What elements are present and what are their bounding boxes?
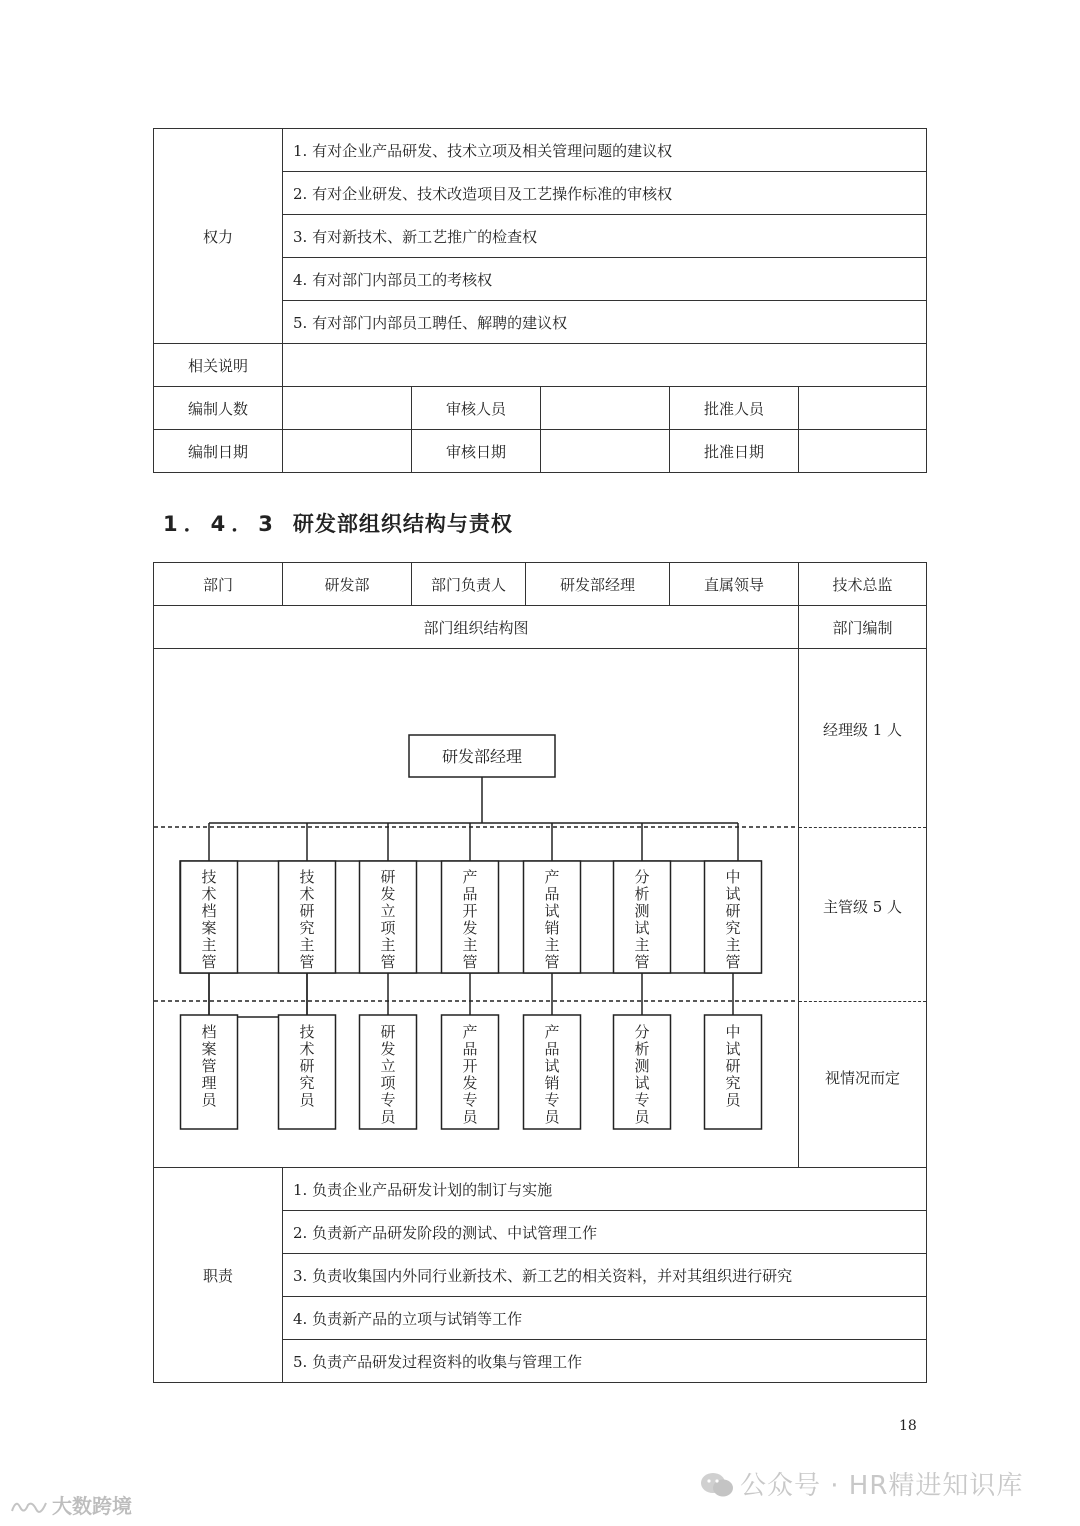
section-title: 研发部组织结构与责权	[292, 512, 513, 536]
staff-label-3: 研发立项专员	[380, 1023, 396, 1126]
watermark-secondary	[10, 1490, 132, 1519]
watermark	[700, 1465, 1023, 1502]
reviewer-value	[541, 387, 670, 430]
chart-title: 部门组织结构图	[154, 606, 799, 649]
power-item-4: 4. 有对部门内部员工的考核权	[283, 258, 927, 301]
staff-label-1: 档案管理员	[201, 1023, 217, 1109]
notes-label: 相关说明	[154, 344, 283, 387]
review-date-value	[541, 430, 670, 473]
supervisor-label-5: 产品试销主管	[544, 868, 560, 971]
watermark-secondary-text: 大数跨境	[52, 1494, 132, 1518]
org-structure-table	[153, 562, 927, 1383]
approver-value	[799, 387, 927, 430]
prepared-date-value	[283, 430, 412, 473]
approval-date-label: 批准日期	[670, 430, 799, 473]
staff-label-5: 产品试销专员	[544, 1023, 560, 1126]
supervisor-label-7: 中试研究主管	[725, 868, 741, 971]
staffing-title: 部门编制	[799, 606, 927, 649]
org-chart-cell	[154, 649, 799, 1168]
supervisor-label-6: 分析测试主管	[634, 868, 650, 971]
level-manager: 经理级 1 人	[822, 721, 903, 739]
dept-head-label: 部门负责人	[412, 563, 526, 606]
power-item-2: 2. 有对企业研发、技术改造项目及工艺操作标准的审核权	[283, 172, 927, 215]
level-supervisor: 主管级 5 人	[822, 898, 903, 916]
power-item-3: 3. 有对新技术、新工艺推广的检查权	[283, 215, 927, 258]
dept-value: 研发部	[283, 563, 412, 606]
root-label: 研发部经理	[441, 747, 523, 766]
approver-label: 批准人员	[670, 387, 799, 430]
direct-leader-value: 技术总监	[799, 563, 927, 606]
section-heading	[163, 508, 513, 538]
review-date-label: 审核日期	[412, 430, 541, 473]
duty-item-4: 4. 负责新产品的立项与试销等工作	[283, 1297, 927, 1340]
staff-label-2: 技术研究员	[299, 1023, 315, 1109]
duty-item-1: 1. 负责企业产品研发计划的制订与实施	[283, 1168, 927, 1211]
dept-head-value: 研发部经理	[526, 563, 670, 606]
duty-item-2: 2. 负责新产品研发阶段的测试、中试管理工作	[283, 1211, 927, 1254]
power-table	[153, 128, 927, 473]
section-number: 1．4．3	[163, 512, 279, 536]
power-item-1: 1. 有对企业产品研发、技术立项及相关管理问题的建议权	[283, 129, 927, 172]
reviewer-label: 审核人员	[412, 387, 541, 430]
duty-item-3: 3. 负责收集国内外同行业新技术、新工艺的相关资料，并对其组织进行研究	[283, 1254, 927, 1297]
staff-label-7: 中试研究员	[725, 1023, 741, 1109]
watermark-text: 公众号 · HR精进知识库	[740, 1471, 1024, 1501]
power-item-5: 5. 有对部门内部员工聘任、解聘的建议权	[283, 301, 927, 344]
wechat-icon	[700, 1472, 734, 1498]
duty-item-5: 5. 负责产品研发过程资料的收集与管理工作	[283, 1340, 927, 1383]
staff-count-label: 编制人数	[154, 387, 283, 430]
level-staff: 视情况而定	[824, 1069, 900, 1087]
direct-leader-label: 直属领导	[670, 563, 799, 606]
supervisor-label-1: 技术档案主管	[201, 868, 217, 971]
staff-label-4: 产品开发专员	[462, 1023, 478, 1126]
duty-label: 职责	[154, 1168, 283, 1383]
prepared-date-label: 编制日期	[154, 430, 283, 473]
staff-count-value	[283, 387, 412, 430]
power-label: 权力	[154, 129, 283, 344]
supervisor-label-4: 产品开发主管	[462, 868, 478, 971]
supervisor-label-2: 技术研究主管	[299, 868, 315, 971]
dept-label: 部门	[154, 563, 283, 606]
brand-signature-icon	[10, 1497, 48, 1515]
staffing-levels-cell	[799, 649, 927, 1168]
approval-date-value	[799, 430, 927, 473]
page-number: 18	[899, 1418, 917, 1434]
staff-label-6: 分析测试专员	[634, 1023, 650, 1126]
notes-value	[283, 344, 927, 387]
org-chart	[154, 649, 797, 1167]
supervisor-label-3: 研发立项主管	[380, 868, 396, 971]
